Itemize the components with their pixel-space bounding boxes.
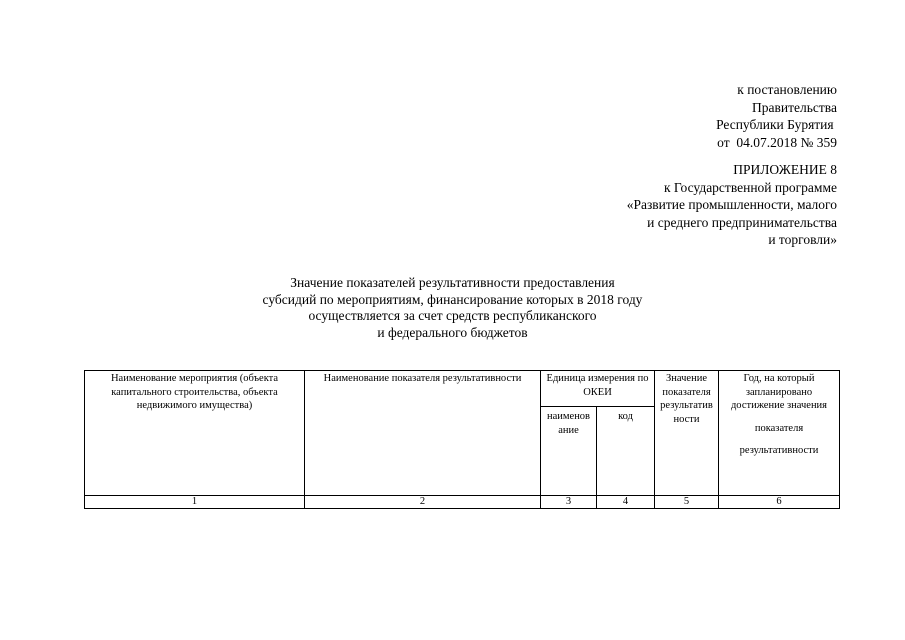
decree-line: от 04.07.2018 № 359: [717, 134, 837, 150]
title-line: и федерального бюджетов: [377, 324, 528, 340]
header-event-name: Наименование мероприятия (объекта капитального строительства, объекта недвижимого имущества): [85, 371, 305, 496]
header-target-year-line: результативности: [739, 445, 819, 456]
header-unit-name: наименов ание: [541, 407, 597, 496]
title-line: субсидий по мероприятиям, финансирование которых в 2018 году: [262, 291, 643, 307]
header-indicator-name: Наименование показателя результативности: [305, 371, 541, 496]
header-unit-okei: Единица измерения по ОКЕИ: [541, 371, 655, 407]
indicators-table: [84, 370, 840, 509]
decree-line: Правительства: [752, 99, 837, 115]
appendix-line: «Развитие промышленности, малого: [626, 197, 837, 212]
column-number: 4: [597, 496, 655, 509]
appendix-line: и среднего предпринимательства: [647, 214, 837, 230]
appendix-line: и торговли»: [768, 232, 837, 247]
table-header-row: [85, 371, 840, 407]
header-indicator-value: Значение показателя результатив ности: [655, 371, 719, 496]
appendix-line: к Государственной программе: [663, 179, 837, 195]
column-number: 6: [719, 496, 840, 509]
title-line: Значение показателей результативности предоставления: [290, 275, 615, 290]
appendix-heading: [627, 161, 837, 249]
decree-reference: [716, 81, 837, 151]
column-number: 3: [541, 496, 597, 509]
column-number: 1: [85, 496, 305, 509]
header-target-year: [719, 371, 840, 496]
table-column-numbers-row: [85, 496, 840, 509]
header-target-year-line: показателя: [754, 422, 804, 434]
header-unit-code: код: [597, 407, 655, 496]
column-number: 5: [655, 496, 719, 509]
column-number: 2: [305, 496, 541, 509]
header-target-year-line: Год, на который запланировано: [743, 373, 815, 398]
header-target-year-line: достижение значения: [730, 400, 828, 411]
document-title: [0, 275, 905, 341]
appendix-line: ПРИЛОЖЕНИЕ 8: [733, 162, 837, 177]
decree-line: к постановлению: [737, 82, 837, 97]
title-line: осуществляется за счет средств республиканского: [308, 308, 597, 323]
decree-line: Республики Бурятия: [716, 117, 837, 132]
